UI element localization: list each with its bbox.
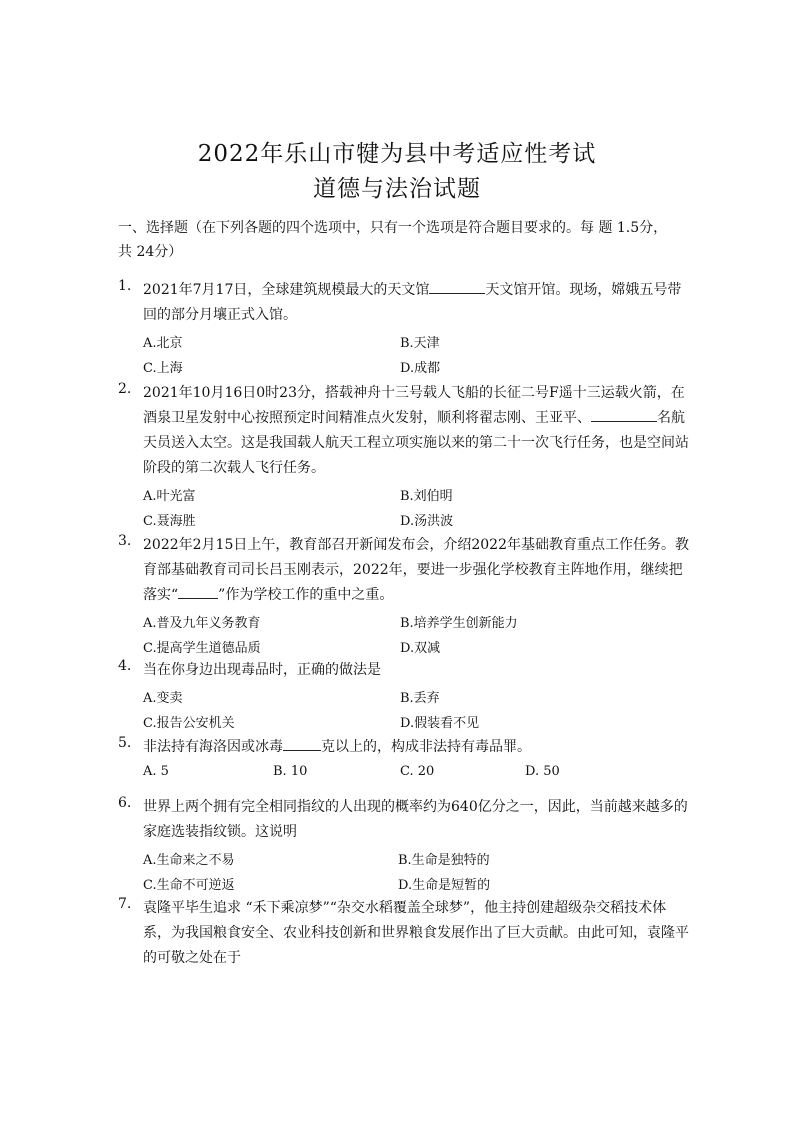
question-number: 3. [118, 533, 132, 549]
question-stem: 2021年10月16日0时23分，搭载神舟十三号载人飞船的长征二号F遥十三运载火箭，在酒泉卫星发射中心按照预定时间精准点火发射，顺利将翟志刚、王亚平、 名航天员送入太空。这是我国载人航天工程立项实施以来的第二十一次飞行任务，也是空间站阶段的第二次载人飞行任务。 [143, 385, 689, 476]
question-number: 1. [118, 278, 132, 294]
exam-subtitle: 道德与法治试题 [313, 176, 481, 202]
question-number: 7. [118, 896, 132, 912]
options [143, 612, 690, 662]
options [143, 849, 690, 899]
option-d: D.双减 [400, 641, 441, 656]
option-c: C. 20 [400, 764, 435, 779]
question-3 [118, 533, 690, 662]
option-b: B.生命是独特的 [398, 853, 490, 868]
options [143, 332, 690, 382]
question-7 [118, 896, 690, 971]
options [143, 485, 690, 535]
option-b: B.刘伯明 [400, 489, 453, 504]
option-d: D.生命是短暂的 [398, 878, 491, 893]
option-c: C.生命不可逆返 [143, 878, 235, 893]
option-a: A.生命来之不易 [143, 853, 235, 868]
answer-blank [591, 407, 657, 422]
answer-blank [429, 279, 485, 294]
option-a: A.叶光富 [143, 489, 196, 504]
question-stem: 世界上两个拥有完全相同指纹的人出现的概率约为640亿分之一，因此，当前越来越多的家庭选装指纹锁。这说明 [143, 799, 688, 840]
option-a: A.普及九年义务教育 [143, 616, 261, 631]
option-a: A.北京 [143, 336, 183, 351]
option-d: D. 50 [525, 764, 560, 779]
option-c: C.上海 [143, 361, 183, 376]
answer-blank [283, 736, 321, 751]
options [143, 764, 690, 789]
option-d: D.假装看不见 [400, 716, 480, 731]
question-6 [118, 795, 690, 899]
question-2 [118, 381, 690, 535]
question-4 [118, 658, 690, 737]
question-number: 4. [118, 658, 132, 674]
option-b: B.天津 [400, 336, 440, 351]
option-c: C.提高学生道德品质 [143, 641, 261, 656]
option-d: D.成都 [400, 361, 441, 376]
question-number: 5. [118, 735, 132, 751]
question-5 [118, 735, 690, 789]
option-d: D.汤洪波 [400, 514, 454, 529]
question-stem: 袁隆平毕生追求 “禾下乘凉梦”“杂交水稻覆盖全球梦”，他主持创建超级杂交稻技术体系，为我国粮食安全、农业科技创新和世界粮食发展作出了巨大贡献。由此可知，袁隆平的可敬之处在于 [143, 900, 689, 966]
option-a: A. 5 [143, 764, 169, 779]
question-number: 6. [118, 795, 132, 811]
question-stem: 2021年7月17日，全球建筑规模最大的天文馆 天文馆开馆。现场，嫦娥五号带回的部分月壤正式入馆。 [143, 278, 690, 328]
option-b: B.培养学生创新能力 [400, 616, 518, 631]
question-stem: 2022年2月15日上午，教育部召开新闻发布会，介绍2022年基础教育重点工作任务。教育部基础教育司司长吕玉刚表示，2022年，要进一步强化学校教育主阵地作用，继续把落实“ ”作为学校工作的重中之重。 [143, 537, 689, 603]
option-a: A.变卖 [143, 691, 183, 706]
answer-blank [178, 584, 218, 599]
exam-title: 2022年乐山市犍为县中考适应性考试 [197, 141, 597, 167]
options [143, 687, 690, 737]
option-c: C.聂海胜 [143, 514, 196, 529]
question-stem: 当在你身边出现毒品时，正确的做法是 [143, 662, 381, 678]
section-heading: 一、选择题（在下列各题的四个选项中，只有一个选项是符合题目要求的。每 题 1.5分，共 24分） [118, 220, 668, 260]
option-b: B. 10 [273, 764, 308, 779]
question-number: 2. [118, 381, 132, 397]
option-c: C.报告公安机关 [143, 716, 235, 731]
question-stem: 非法持有海洛因或冰毒 克以上的，构成非法持有毒品罪。 [143, 735, 690, 760]
option-b: B.丢弃 [400, 691, 440, 706]
question-1 [118, 278, 690, 382]
